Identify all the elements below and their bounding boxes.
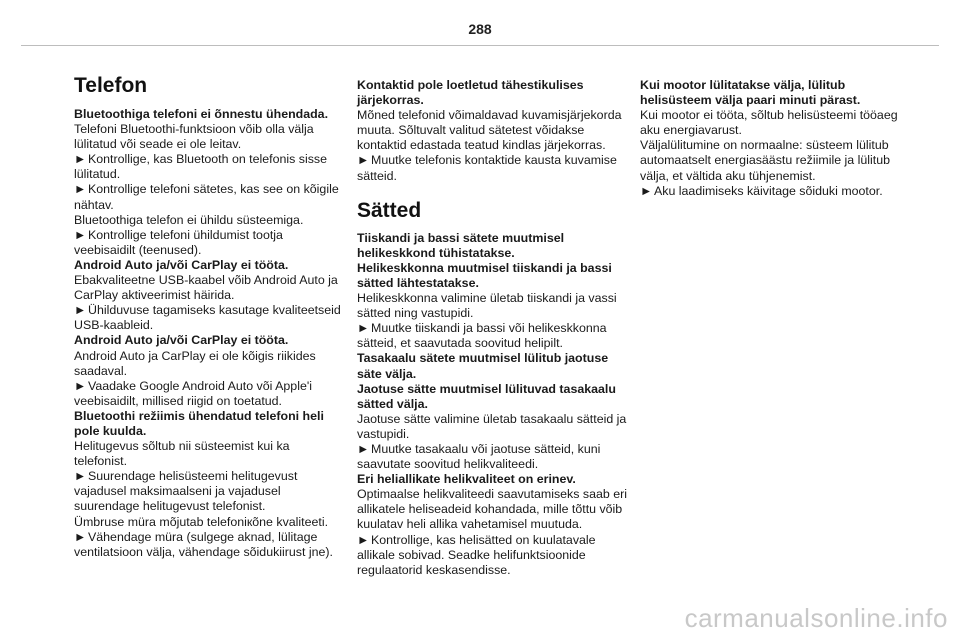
body-text	[357, 108, 627, 153]
action-step	[357, 442, 627, 472]
question-heading	[357, 472, 627, 487]
line-text: Telefoni Bluetoothi-funktsioon võib olla välja lülitatud või seade ei ole leitav.	[74, 122, 314, 152]
line-text: Android Auto ja/või CarPlay ei tööta.	[74, 333, 289, 348]
body-text	[74, 213, 344, 228]
line-text: Android Auto ja CarPlay ei ole kõigis riikides saadaval.	[74, 348, 316, 378]
action-step	[357, 533, 627, 578]
line-text: Kontrollige telefoni ühildumist tootja veebisaidilt (teenused).	[74, 227, 283, 257]
question-heading	[357, 351, 627, 381]
action-step	[74, 182, 344, 212]
line-text: Aku laadimiseks käivitage sõiduki mootor.	[654, 183, 883, 198]
line-text: Optimaalse helikvaliteedi saavutamiseks saab eri allikatele heliseadeid kohandada, mille tõttu võib kuulatav heli allika vahetamisel muutuda.	[357, 487, 627, 532]
body-text	[74, 273, 344, 303]
arrow-bullet-icon: ►	[357, 153, 370, 168]
line-text: Kui mootor lülitatakse välja, lülitub helisüsteem välja paari minuti pärast.	[640, 78, 861, 108]
line-text: Kontrollige, kas helisätted on kuulatavale allikale sobivad. Seadke helifunktsioonide regulaatorid keskasendisse.	[357, 532, 596, 577]
body-text	[74, 439, 344, 469]
line-text: Bluetoothiga telefon ei ühildu süsteemiga.	[74, 212, 304, 227]
section-title-satted: Sätted	[357, 198, 422, 222]
line-text: Muutke tiiskandi ja bassi või helikeskkonna sätteid, et saavutada soovitud helipilt.	[357, 321, 607, 351]
line-text: Helitugevus sõltub nii süsteemist kui ka telefonist.	[74, 439, 290, 469]
line-text: Kui mootor ei tööta, sõltub helisüsteemi tööaeg aku energiavarust.	[640, 108, 898, 138]
line-text: Eri heliallikate helikvaliteet on erinev.	[357, 472, 576, 487]
arrow-bullet-icon: ►	[357, 441, 370, 456]
line-text: Bluetoothi režiimis ühendatud telefoni heli pole kuulda.	[74, 408, 324, 438]
question-heading	[357, 78, 627, 108]
column-satted-intro	[357, 78, 627, 184]
body-text	[74, 515, 344, 530]
question-heading	[74, 409, 344, 439]
line-text: Bluetoothiga telefoni ei õnnestu ühendada.	[74, 107, 329, 121]
body-text	[640, 108, 910, 138]
arrow-bullet-icon: ►	[74, 227, 87, 242]
column-power	[640, 78, 910, 199]
line-text: Kontaktid pole loetletud tähestikulises järjekorras.	[357, 78, 584, 108]
question-heading	[74, 333, 344, 348]
line-text: Väljalülitumine on normaalne: süsteem lülitub automaatselt energiasäästu režiimile ja lülitub välja, et vältida aku tühjenemist.	[640, 138, 891, 183]
arrow-bullet-icon: ►	[74, 152, 87, 167]
question-heading	[74, 107, 344, 122]
line-text: Suurendage helisüsteemi helitugevust vajadusel maksimaalseni ja vajadusel suurendage helitugevust telefonist.	[74, 469, 298, 514]
column-satted-body	[357, 231, 627, 578]
question-heading	[357, 382, 627, 412]
action-step	[74, 152, 344, 182]
page-number: 288	[468, 21, 492, 37]
action-step	[357, 153, 627, 183]
arrow-bullet-icon: ►	[357, 321, 370, 336]
line-text: Tasakaalu sätete muutmisel lülitub jaotuse säte välja.	[357, 351, 609, 381]
body-text	[74, 122, 344, 152]
arrow-bullet-icon: ►	[74, 529, 87, 544]
action-step	[74, 530, 344, 560]
line-text: Kontrollige, kas Bluetooth on telefonis sisse lülitatud.	[74, 152, 328, 182]
body-text	[357, 487, 627, 532]
line-text: Vaadake Google Android Auto või Apple'i veebisaidilt, millised riigid on toetatud.	[74, 378, 312, 408]
arrow-bullet-icon: ►	[74, 469, 87, 484]
header-divider	[21, 45, 939, 46]
line-text: Kontrollige telefoni sätetes, kas see on kõigile nähtav.	[74, 182, 339, 212]
watermark: carmanualsonline.info	[684, 603, 948, 633]
body-text	[74, 349, 344, 379]
body-text	[640, 138, 910, 183]
action-step	[74, 379, 344, 409]
line-text: Mõned telefonid võimaldavad kuvamisjärjekorda muuta. Sõltuvalt valitud sätetest võidakse kontaktid edastada teatud kindlas järjekorras.	[357, 108, 622, 153]
action-step	[74, 228, 344, 258]
arrow-bullet-icon: ►	[74, 182, 87, 197]
question-heading	[357, 261, 627, 291]
column-telefon	[74, 73, 344, 560]
column-satted	[357, 78, 627, 578]
line-text: Jaotuse sätte muutmisel lülituvad tasakaalu sätted välja.	[357, 381, 616, 411]
arrow-bullet-icon: ►	[74, 303, 87, 318]
line-text: Muutke tasakaalu või jaotuse sätteid, kuni saavutate soovitud helikvaliteedi.	[357, 441, 601, 472]
action-step	[357, 321, 627, 351]
line-text: Android Auto ja/või CarPlay ei tööta.	[74, 257, 289, 272]
arrow-bullet-icon: ►	[640, 183, 653, 198]
question-heading	[640, 78, 910, 108]
line-text: Jaotuse sätte valimine ületab tasakaalu sätteid ja vastupidi.	[357, 411, 627, 441]
line-text: Ümbruse müra mõjutab telefoniкõne kvaliteeti.	[74, 514, 329, 529]
action-step	[640, 184, 910, 199]
line-text: Muutke telefonis kontaktide kausta kuvamise sätteid.	[357, 153, 617, 183]
line-text: Helikeskkonna muutmisel tiiskandi ja bassi sätted lähtestatakse.	[357, 260, 612, 290]
line-text: Tiiskandi ja bassi sätete muutmisel helikeskkond tühistatakse.	[357, 230, 565, 260]
body-text	[357, 291, 627, 321]
arrow-bullet-icon: ►	[357, 532, 370, 547]
body-text	[357, 412, 627, 442]
line-text: Ebakvaliteetne USB-kaabel võib Android Auto ja CarPlay aktiveerimist häirida.	[74, 273, 338, 303]
section-title-telefon: Telefon	[74, 74, 148, 97]
column-power-body	[640, 78, 910, 199]
question-heading	[357, 231, 627, 261]
line-text: Vähendage müra (sulgege aknad, lülitage ventilatsioon välja, vähendage sõidukiirust jne).	[74, 529, 333, 559]
line-text: Helikeskkonna valimine ületab tiiskandi ja vassi sätted ning vastupidi.	[357, 291, 617, 321]
question-heading	[74, 258, 344, 273]
action-step	[74, 303, 344, 333]
column-telefon-body	[74, 107, 344, 560]
action-step	[74, 469, 344, 514]
line-text: Ühilduvuse tagamiseks kasutage kvaliteetseid USB-kaableid.	[74, 303, 341, 333]
arrow-bullet-icon: ►	[74, 378, 87, 393]
